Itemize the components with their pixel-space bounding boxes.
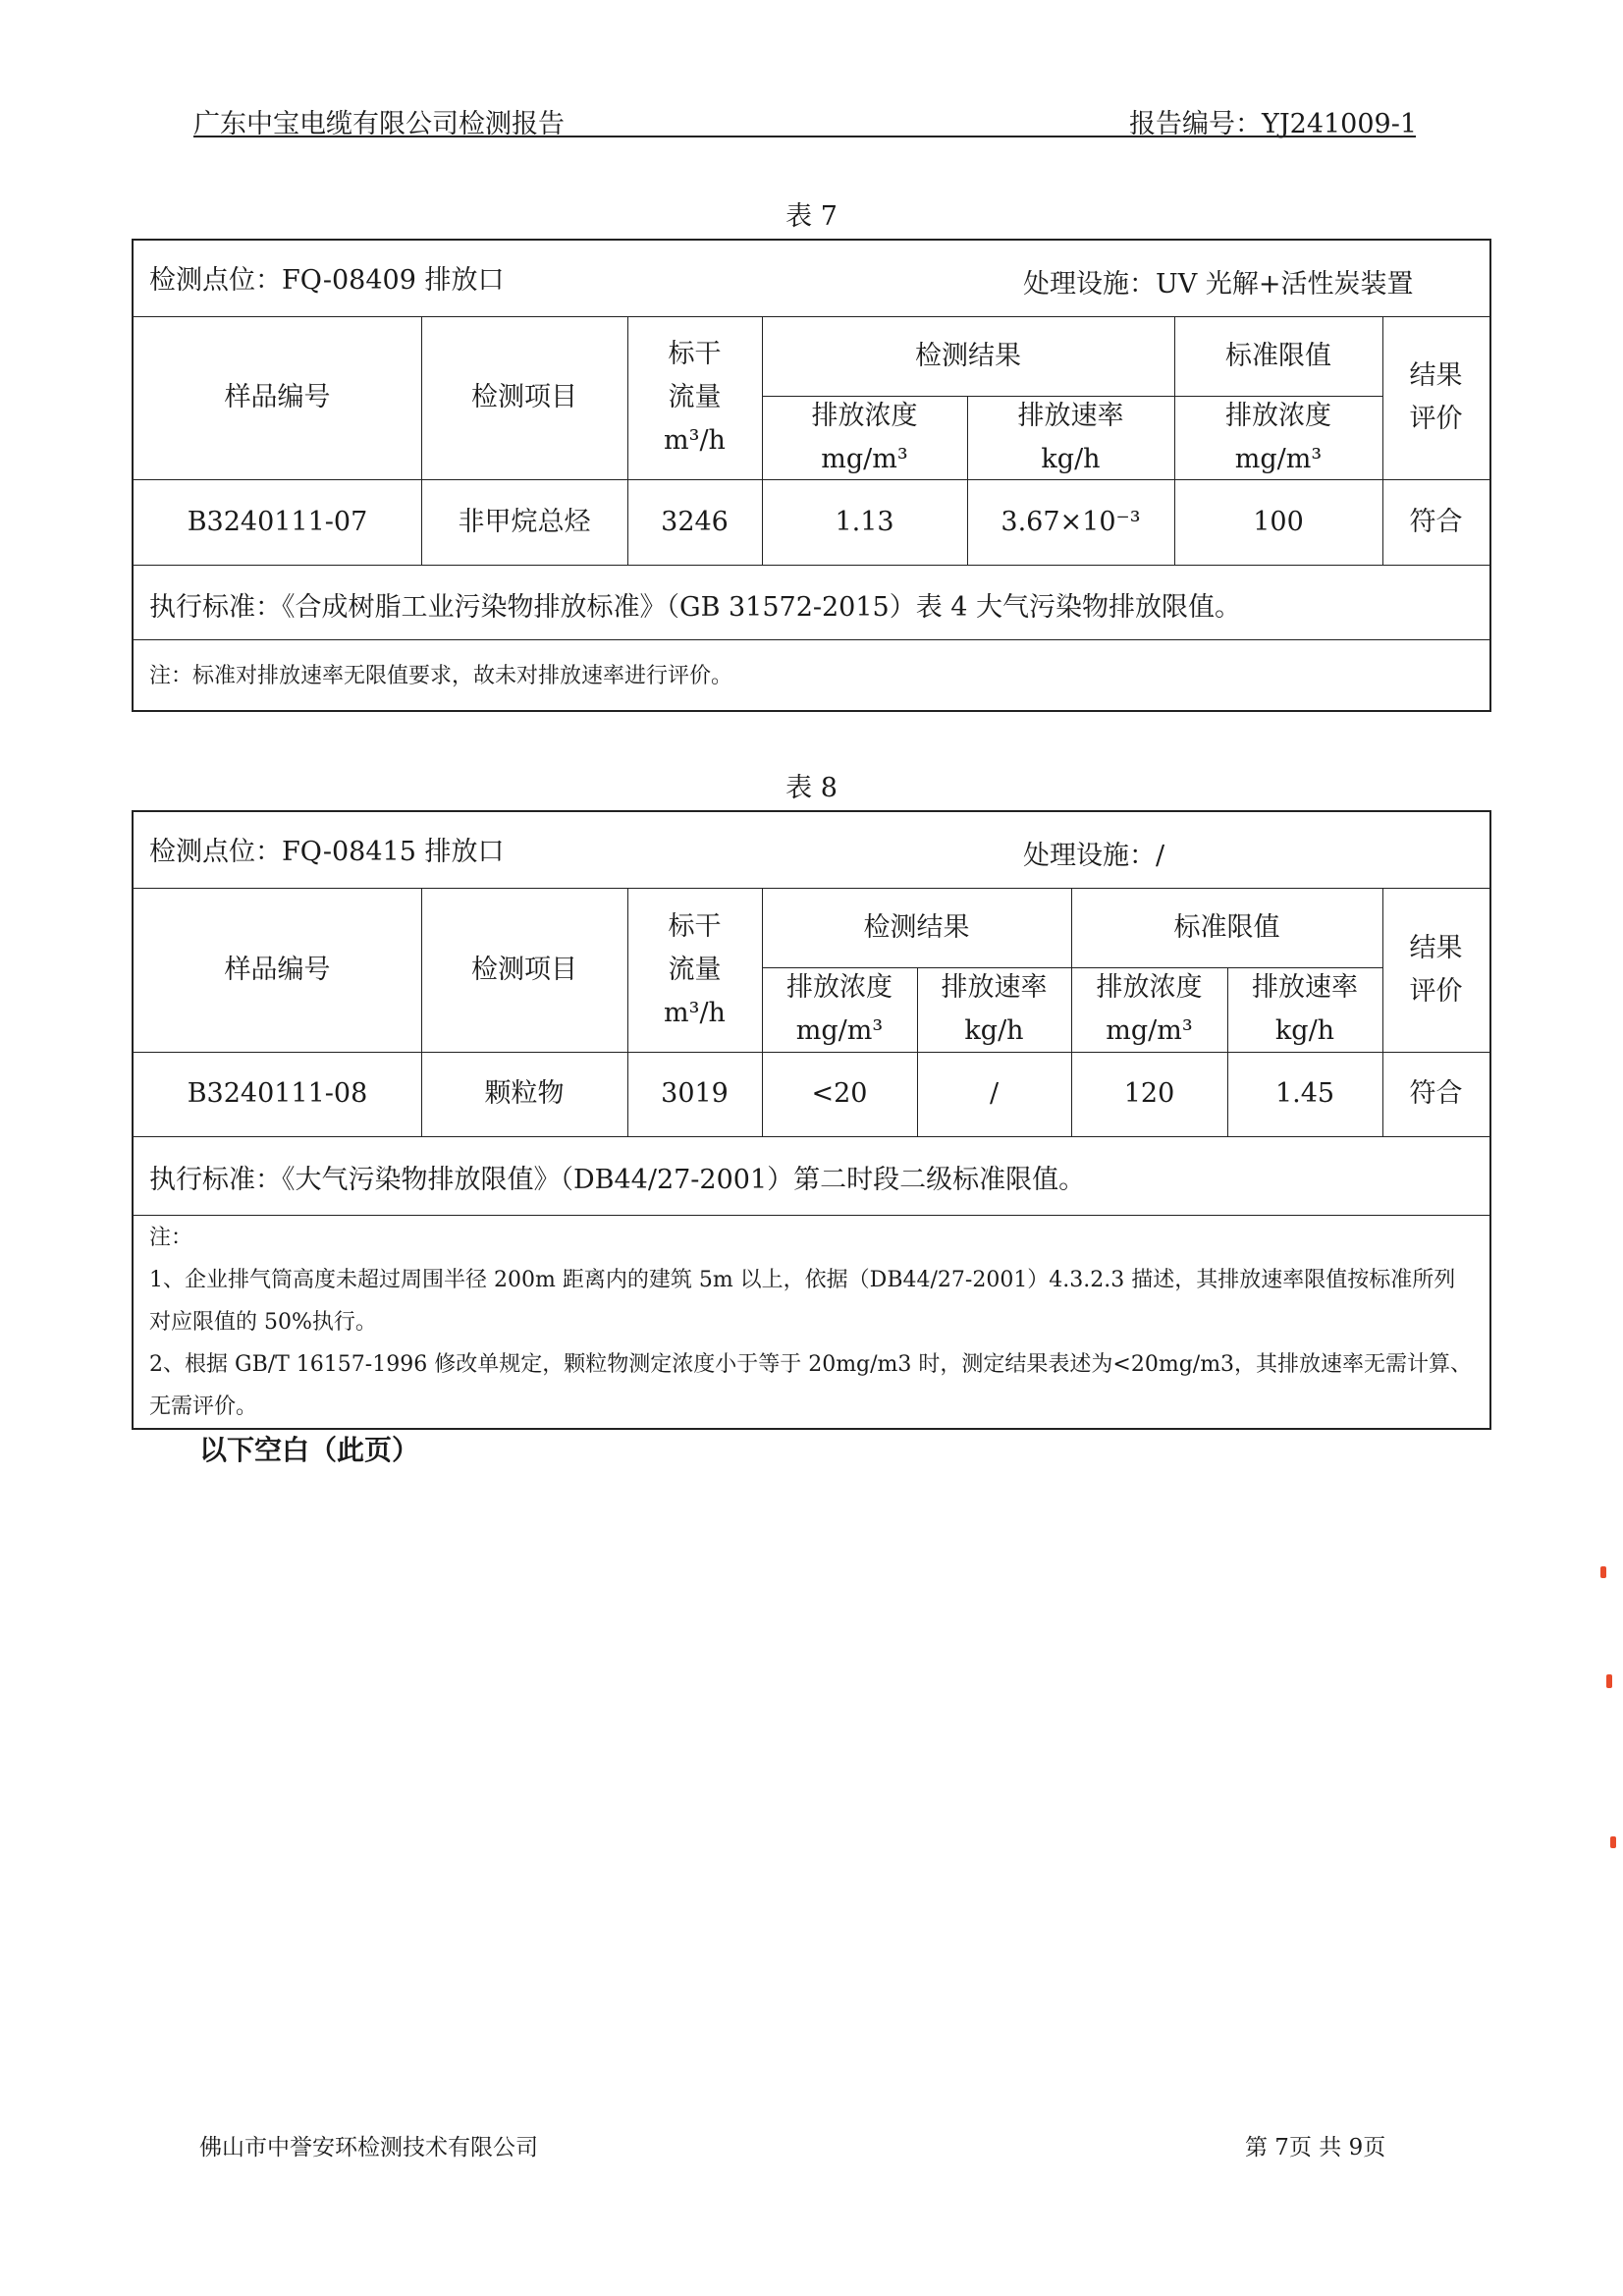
seal-fragment	[1606, 1674, 1612, 1688]
table8-header-eval	[1382, 888, 1489, 1052]
table7-header-rate	[967, 396, 1174, 479]
table7-header-eval	[1382, 316, 1489, 479]
table7-note: 注：标准对排放速率无限值要求，故未对排放速率进行评价。	[149, 664, 733, 688]
table7-header-rate-label: 排放速率	[1017, 400, 1124, 431]
table7-header-conc-unit: mg/m³	[821, 443, 908, 474]
table7-treatment-facility: 处理设施：UV 光解+活性炭装置	[1023, 269, 1414, 300]
seal-fragment	[1610, 1836, 1616, 1848]
table7-header-result: 检测结果	[915, 340, 1021, 371]
table7-cell-rate: 3.67×10⁻³	[1001, 506, 1141, 537]
table7-cell-flow: 3246	[661, 506, 729, 537]
table7-header-flow	[627, 316, 762, 479]
table8-header-rate	[917, 967, 1071, 1052]
table7-monitoring-point: 检测点位：FQ-08409 排放口	[149, 265, 505, 296]
table8-cell-eval: 符合	[1409, 1078, 1463, 1109]
table7	[132, 239, 1491, 712]
table7-header-limit-conc-label: 排放浓度	[1225, 400, 1331, 431]
table8-treatment-facility: 处理设施：/	[1023, 841, 1165, 871]
table7-header-limit-conc	[1174, 396, 1382, 479]
table8-cell-conc: <20	[811, 1078, 868, 1109]
table8-header-limit-conc-unit: mg/m³	[1106, 1015, 1193, 1046]
table8-monitoring-point: 检测点位：FQ-08415 排放口	[149, 837, 505, 867]
table8-header-flow-unit: m³/h	[664, 997, 726, 1028]
table7-cell-sample: B3240111-07	[187, 506, 368, 537]
table8-header-limit-rate-unit: kg/h	[1274, 1015, 1335, 1046]
table8-standard: 执行标准：《大气污染物排放限值》（DB44/27-2001）第二时段二级标准限值。	[149, 1165, 1086, 1195]
table8-cell-limit-rate: 1.45	[1274, 1078, 1335, 1109]
table8-header-rate-label: 排放速率	[941, 972, 1048, 1003]
table7-standard: 执行标准：《合成树脂工业污染物排放标准》（GB 31572-2015）表 4 大气污染物排放限值。	[149, 592, 1242, 623]
table8-rule	[134, 1215, 1489, 1216]
table7-header-limit: 标准限值	[1225, 340, 1331, 371]
table7-caption: 表 7	[785, 201, 838, 232]
table8-header-limit-conc	[1071, 967, 1227, 1052]
footer-organization: 佛山市中誉安环检测技术有限公司	[199, 2135, 538, 2160]
table7-header-eval-line2: 评价	[1409, 404, 1463, 434]
table8-note-title: 注：	[149, 1226, 193, 1250]
table8-caption: 表 8	[785, 773, 838, 803]
table8-rule	[134, 1136, 1489, 1137]
seal-fragment	[1600, 1566, 1606, 1578]
table8-header-item: 检测项目	[471, 954, 577, 985]
table8-header-limit: 标准限值	[1173, 911, 1280, 943]
report-number: 报告编号：YJ241009-1	[1129, 109, 1418, 139]
table7-header-conc-label: 排放浓度	[811, 400, 918, 431]
table8-header-conc-label: 排放浓度	[786, 972, 893, 1003]
table7-header-rate-unit: kg/h	[1041, 443, 1101, 474]
table8-header-flow	[627, 888, 762, 1052]
table8-header-limit-rate-label: 排放速率	[1252, 972, 1358, 1003]
table8-cell-item: 颗粒物	[484, 1078, 565, 1109]
header-divider	[193, 136, 1416, 137]
table7-rule	[134, 565, 1489, 566]
table8-header-conc	[762, 967, 917, 1052]
table7-rule	[134, 639, 1489, 640]
table8-note-1: 1、企业排气筒高度未超过周围半径 200m 距离内的建筑 5m 以上，依据（DB44/27-2001）4.3.2.3 描述，其排放速率限值按标准所列对应限值的 50%执行。	[149, 1268, 1456, 1335]
table8-header-limit-conc-label: 排放浓度	[1096, 972, 1203, 1003]
table8-cell-flow: 3019	[661, 1078, 729, 1109]
table7-cell-conc: 1.13	[835, 506, 894, 537]
table7-header-flow-line2: 流量	[668, 382, 722, 412]
table7-cell-item: 非甲烷总烃	[458, 506, 591, 537]
table8-notes	[149, 1217, 1475, 1428]
table8-cell-rate: /	[989, 1078, 1000, 1109]
table7-cell-limit: 100	[1253, 506, 1304, 537]
table8-cell-sample: B3240111-08	[187, 1078, 368, 1109]
table8-header-result: 检测结果	[863, 911, 970, 943]
table8-header-flow-line1: 标干	[668, 910, 722, 942]
blank-below-notice: 以下空白（此页）	[199, 1434, 420, 1466]
table8-note-2: 2、根据 GB/T 16157-1996 修改单规定，颗粒物测定浓度小于等于 20mg/m3 时，测定结果表述为<20mg/m3，其排放速率无需计算、无需评价。	[149, 1352, 1473, 1419]
table8-header-eval-line1: 结果	[1409, 932, 1463, 963]
footer-page-number: 第 7页 共 9页	[1245, 2135, 1386, 2160]
table7-header-flow-line1: 标干	[668, 339, 722, 369]
table7-header-limit-conc-unit: mg/m³	[1234, 443, 1323, 474]
table8-header-flow-line2: 流量	[668, 954, 722, 985]
report-header-company: 广东中宝电缆有限公司检测报告	[193, 109, 565, 139]
table8-header-eval-line2: 评价	[1409, 975, 1463, 1007]
table8-header-sample: 样品编号	[224, 954, 331, 985]
table8-cell-limit-conc: 120	[1123, 1078, 1175, 1109]
table8	[132, 810, 1491, 1430]
table7-header-item: 检测项目	[471, 382, 577, 412]
table8-header-conc-unit: mg/m³	[795, 1015, 884, 1046]
table8-header-rate-unit: kg/h	[964, 1015, 1024, 1046]
table7-header-flow-unit: m³/h	[664, 425, 726, 456]
table7-header-eval-line1: 结果	[1409, 360, 1463, 391]
table7-cell-eval: 符合	[1409, 506, 1463, 537]
table7-header-sample: 样品编号	[224, 382, 331, 412]
table7-header-conc	[762, 396, 967, 479]
table8-header-limit-rate	[1227, 967, 1382, 1052]
